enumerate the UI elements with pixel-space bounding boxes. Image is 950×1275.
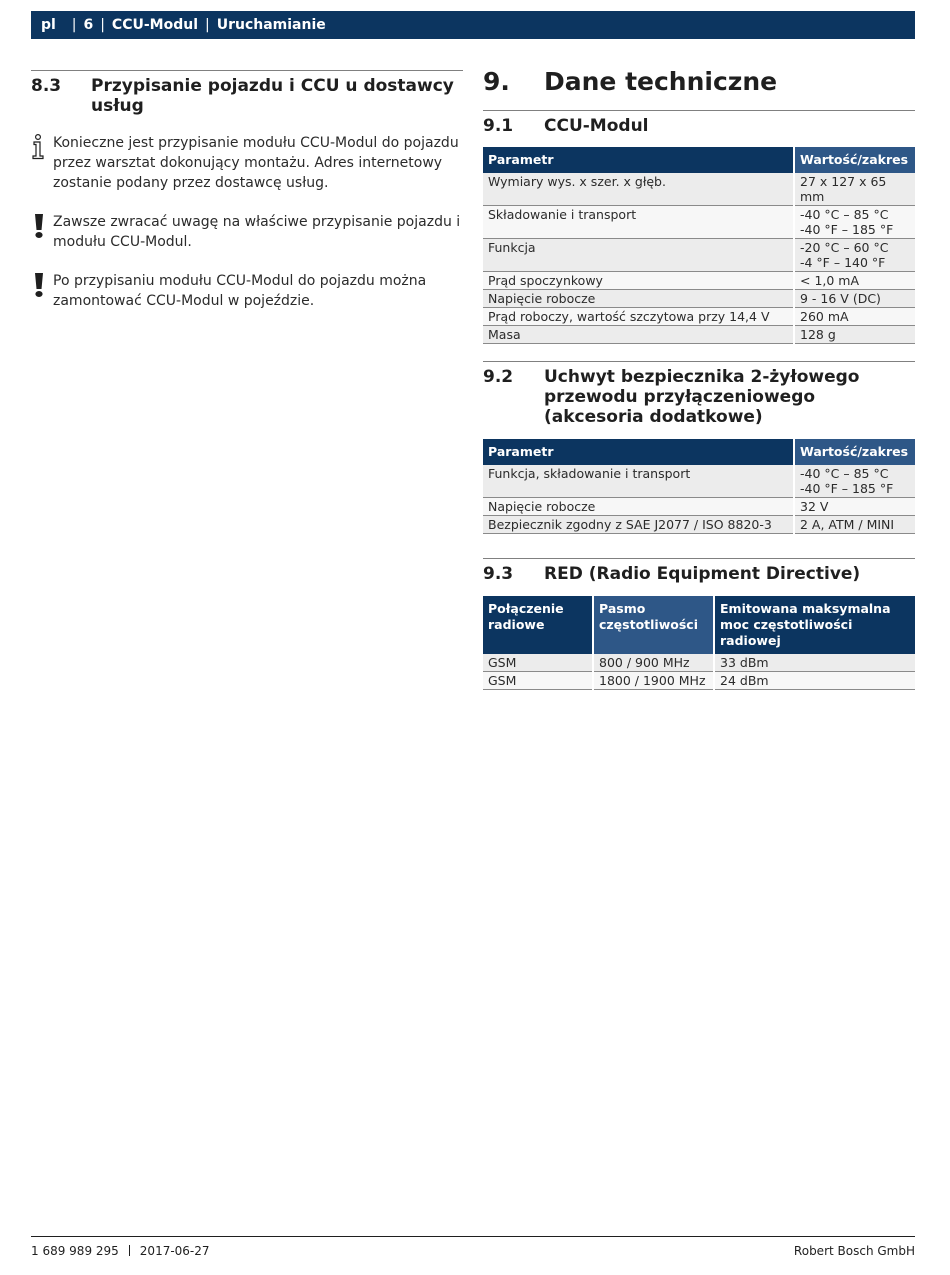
table-cell: < 1,0 mA: [794, 272, 915, 290]
footer-date: 2017-06-27: [139, 1244, 210, 1258]
info-icon: [31, 134, 47, 160]
footer-doc-number: 1 689 989 295: [31, 1244, 119, 1258]
section-number: 8.3: [31, 76, 62, 96]
footer-company: Robert Bosch GmbH: [793, 1244, 915, 1258]
column-header-frequency: Pasmo częstotliwości: [593, 596, 714, 654]
section-9-1-heading: [483, 111, 915, 136]
warning-icon: [31, 213, 47, 239]
table-cell: -40 °C – 85 °C -40 °F – 185 °F: [794, 206, 915, 239]
right-column: [483, 66, 915, 690]
table-row: [483, 173, 915, 206]
left-column: [31, 70, 463, 311]
table-cell: Prąd spoczynkowy: [483, 272, 794, 290]
page-footer: [31, 1236, 915, 1258]
ccu-spec-table: [483, 147, 915, 344]
column-header-value: Wartość/zakres: [794, 439, 915, 465]
section-title: Uchwyt bezpiecznika 2-żyłowego przewodu przyłączeniowego (akcesoria dodatkowe): [544, 367, 860, 427]
table-cell: 260 mA: [794, 308, 915, 326]
note-text: Zawsze zwracać uwagę na właściwe przypisanie pojazdu i modułu CCU-Modul.: [53, 214, 461, 250]
note-text: Konieczne jest przypisanie modułu CCU-Modul do pojazdu przez warsztat dokonujący montażu. Adres internetowy zostanie podany przez dostawcę usług.: [53, 135, 459, 191]
table-row: [483, 290, 915, 308]
column-header-parameter: Parametr: [483, 439, 794, 465]
table-cell: -40 °C – 85 °C -40 °F – 185 °F: [794, 465, 915, 498]
column-header-connection: Połączenie radiowe: [483, 596, 593, 654]
table-cell: Bezpiecznik zgodny z SAE J2077 / ISO 8820-3: [483, 516, 794, 534]
note-text: Po przypisaniu modułu CCU-Modul do pojazdu można zamontować CCU-Modul w pojeździe.: [53, 273, 427, 309]
column-header-parameter: Parametr: [483, 147, 794, 173]
table-cell: 32 V: [794, 498, 915, 516]
table-cell: 2 A, ATM / MINI: [794, 516, 915, 534]
table-cell: GSM: [483, 672, 593, 690]
table-row: [483, 516, 915, 534]
red-radio-table: [483, 596, 915, 690]
section-number: 9.3: [483, 564, 514, 584]
header-separator: |: [100, 17, 105, 33]
table-cell: Napięcie robocze: [483, 290, 794, 308]
chapter-number: 9.: [483, 67, 510, 96]
table-row: [483, 498, 915, 516]
table-row: [483, 206, 915, 239]
header-separator: |: [205, 17, 210, 33]
chapter-title: Dane techniczne: [544, 67, 778, 96]
table-row: [483, 326, 915, 344]
table-cell: 33 dBm: [714, 654, 915, 672]
section-8-3-heading: [31, 71, 463, 116]
table-cell: 1800 / 1900 MHz: [593, 672, 714, 690]
warning-icon: [31, 272, 47, 298]
footer-divider: [129, 1245, 130, 1256]
table-cell: 128 g: [794, 326, 915, 344]
header-product: CCU-Modul: [111, 17, 198, 33]
header-section: Uruchamianie: [216, 17, 326, 33]
table-cell: Funkcja: [483, 239, 794, 272]
info-note: [31, 133, 463, 193]
table-cell: Funkcja, składowanie i transport: [483, 465, 794, 498]
section-title: Przypisanie pojazdu i CCU u dostawcy usług: [91, 76, 454, 116]
section-number: 9.2: [483, 367, 514, 387]
table-row: [483, 465, 915, 498]
chapter-9-heading: [483, 66, 915, 98]
warning-note: [31, 271, 463, 311]
table-row: [483, 239, 915, 272]
table-cell: GSM: [483, 654, 593, 672]
section-9-3-heading: [483, 559, 915, 584]
table-row: [483, 672, 915, 690]
table-row: [483, 654, 915, 672]
fuse-holder-spec-table: [483, 439, 915, 534]
table-cell: Składowanie i transport: [483, 206, 794, 239]
table-cell: 27 x 127 x 65 mm: [794, 173, 915, 206]
warning-note: [31, 212, 463, 252]
table-cell: Masa: [483, 326, 794, 344]
table-cell: 9 - 16 V (DC): [794, 290, 915, 308]
table-row: [483, 272, 915, 290]
table-row: [483, 308, 915, 326]
section-number: 9.1: [483, 116, 514, 136]
section-9-2-heading: [483, 362, 915, 427]
column-header-power: Emitowana maksymalna moc częstotliwości radiowej: [714, 596, 915, 654]
section-title: CCU-Modul: [544, 116, 649, 136]
table-cell: Napięcie robocze: [483, 498, 794, 516]
section-title: RED (Radio Equipment Directive): [544, 564, 861, 584]
table-cell: Wymiary wys. x szer. x głęb.: [483, 173, 794, 206]
page-header-bar: [31, 11, 915, 39]
table-cell: 24 dBm: [714, 672, 915, 690]
header-separator: |: [62, 17, 77, 33]
column-header-value: Wartość/zakres: [794, 147, 915, 173]
table-cell: -20 °C – 60 °C -4 °F – 140 °F: [794, 239, 915, 272]
header-lang: pl: [41, 17, 56, 33]
header-page-number: 6: [83, 17, 94, 33]
table-cell: Prąd roboczy, wartość szczytowa przy 14,4 V: [483, 308, 794, 326]
table-cell: 800 / 900 MHz: [593, 654, 714, 672]
